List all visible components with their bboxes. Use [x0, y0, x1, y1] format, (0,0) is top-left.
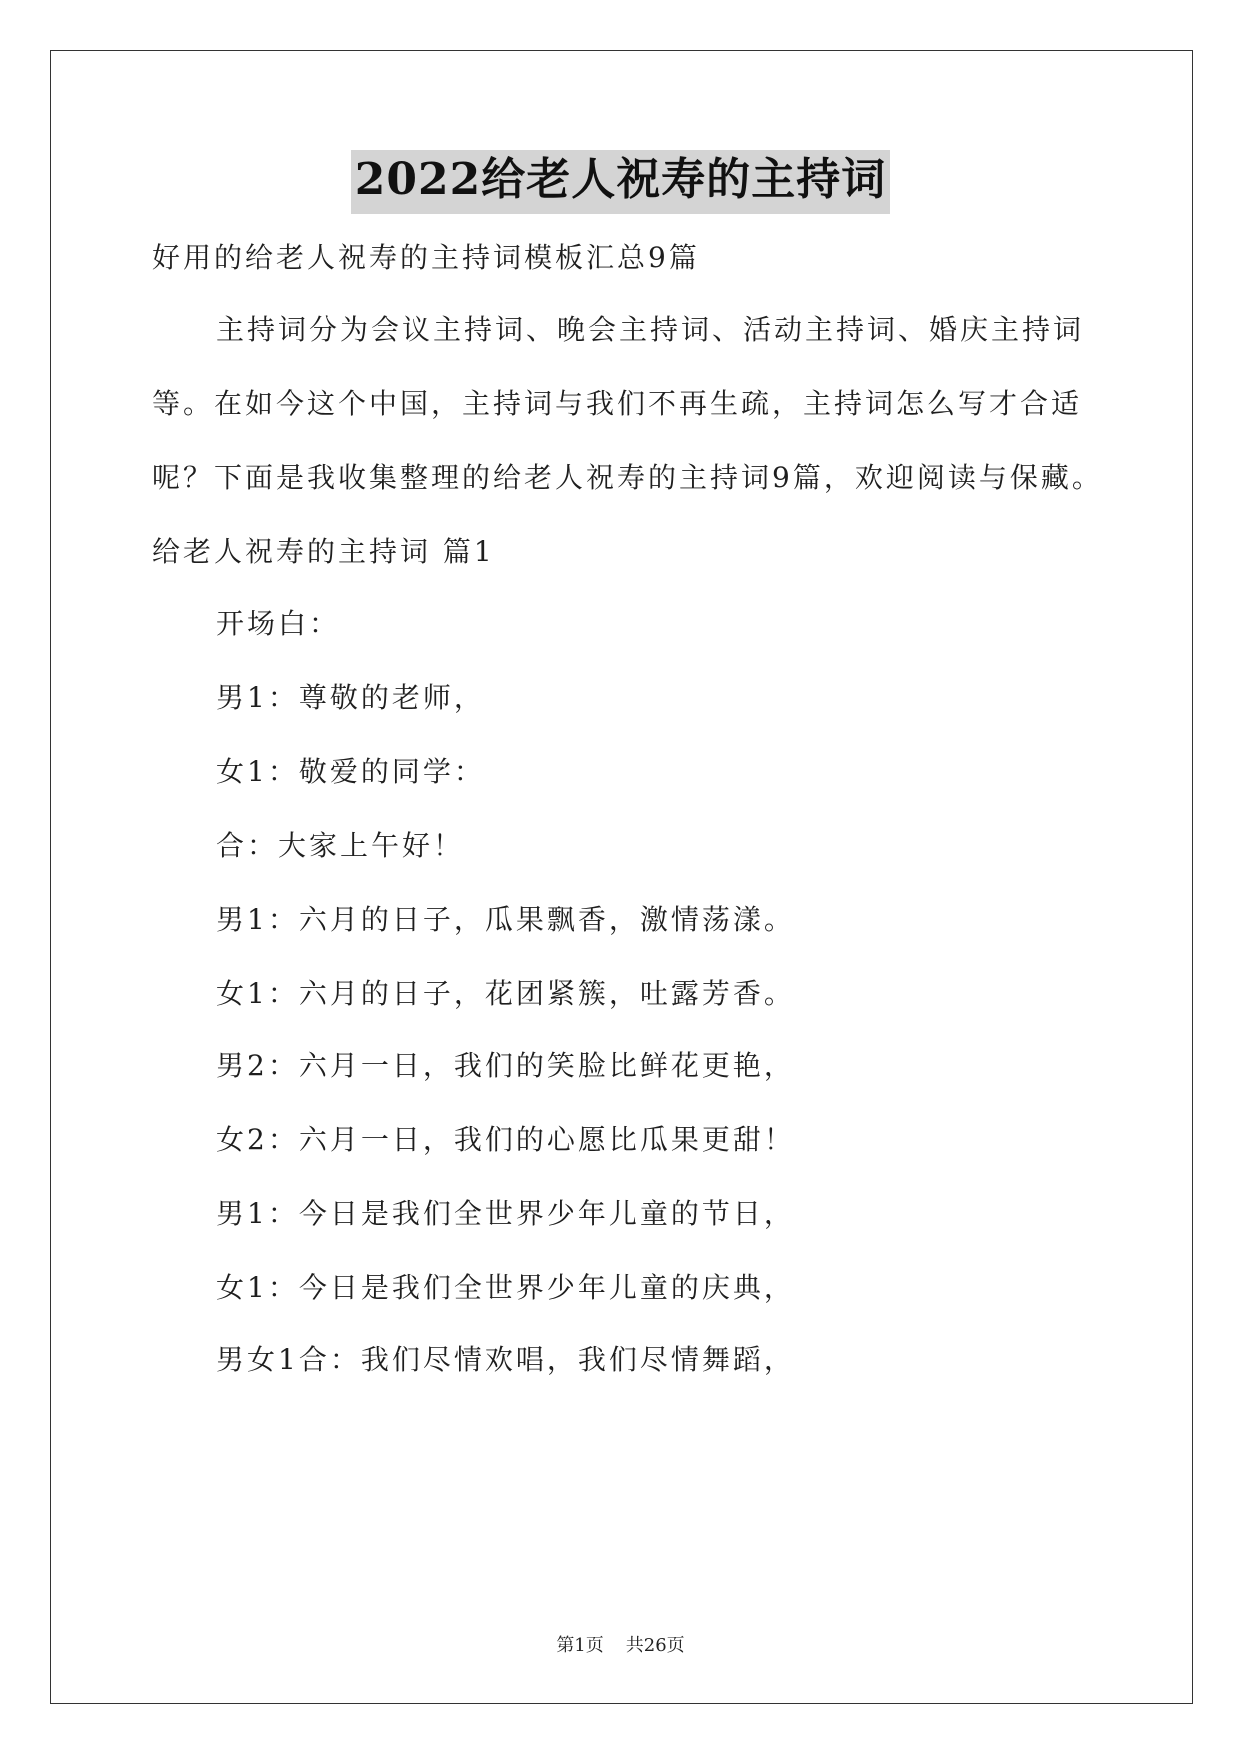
page-border	[50, 50, 1193, 1704]
script-line: 男女1合：我们尽情欢唱，我们尽情舞蹈，	[216, 1343, 795, 1376]
script-line: 合：大家上午好！	[216, 829, 465, 862]
page-footer	[0, 1634, 1241, 1658]
script-line: 男1：六月的日子，瓜果飘香，激情荡漾。	[216, 903, 795, 936]
script-line: 女2：六月一日，我们的心愿比瓜果更甜！	[216, 1123, 795, 1156]
page-total: 共26页	[625, 1635, 685, 1656]
paragraph-line: 主持词分为会议主持词、晚会主持词、活动主持词、婚庆主持词	[216, 313, 1085, 346]
section-heading: 给老人祝寿的主持词 篇1	[152, 535, 495, 568]
script-line: 男1：尊敬的老师，	[216, 681, 485, 714]
script-line: 女1：敬爱的同学：	[216, 755, 485, 788]
title-container	[0, 150, 1241, 214]
document-title: 2022给老人祝寿的主持词	[351, 150, 890, 214]
intro-line: 好用的给老人祝寿的主持词模板汇总9篇	[152, 241, 700, 274]
paragraph-line: 呢？下面是我收集整理的给老人祝寿的主持词9篇，欢迎阅读与保藏。	[152, 461, 1103, 494]
script-line: 女1：今日是我们全世界少年儿童的庆典，	[216, 1271, 795, 1304]
script-line: 开场白：	[216, 607, 341, 640]
script-line: 女1：六月的日子，花团紧簇，吐露芳香。	[216, 977, 795, 1010]
page-number: 第1页	[556, 1635, 604, 1656]
paragraph-line: 等。在如今这个中国，主持词与我们不再生疏，主持词怎么写才合适	[152, 387, 1083, 420]
script-line: 男2：六月一日，我们的笑脸比鲜花更艳，	[216, 1049, 795, 1082]
script-line: 男1：今日是我们全世界少年儿童的节日，	[216, 1197, 795, 1230]
